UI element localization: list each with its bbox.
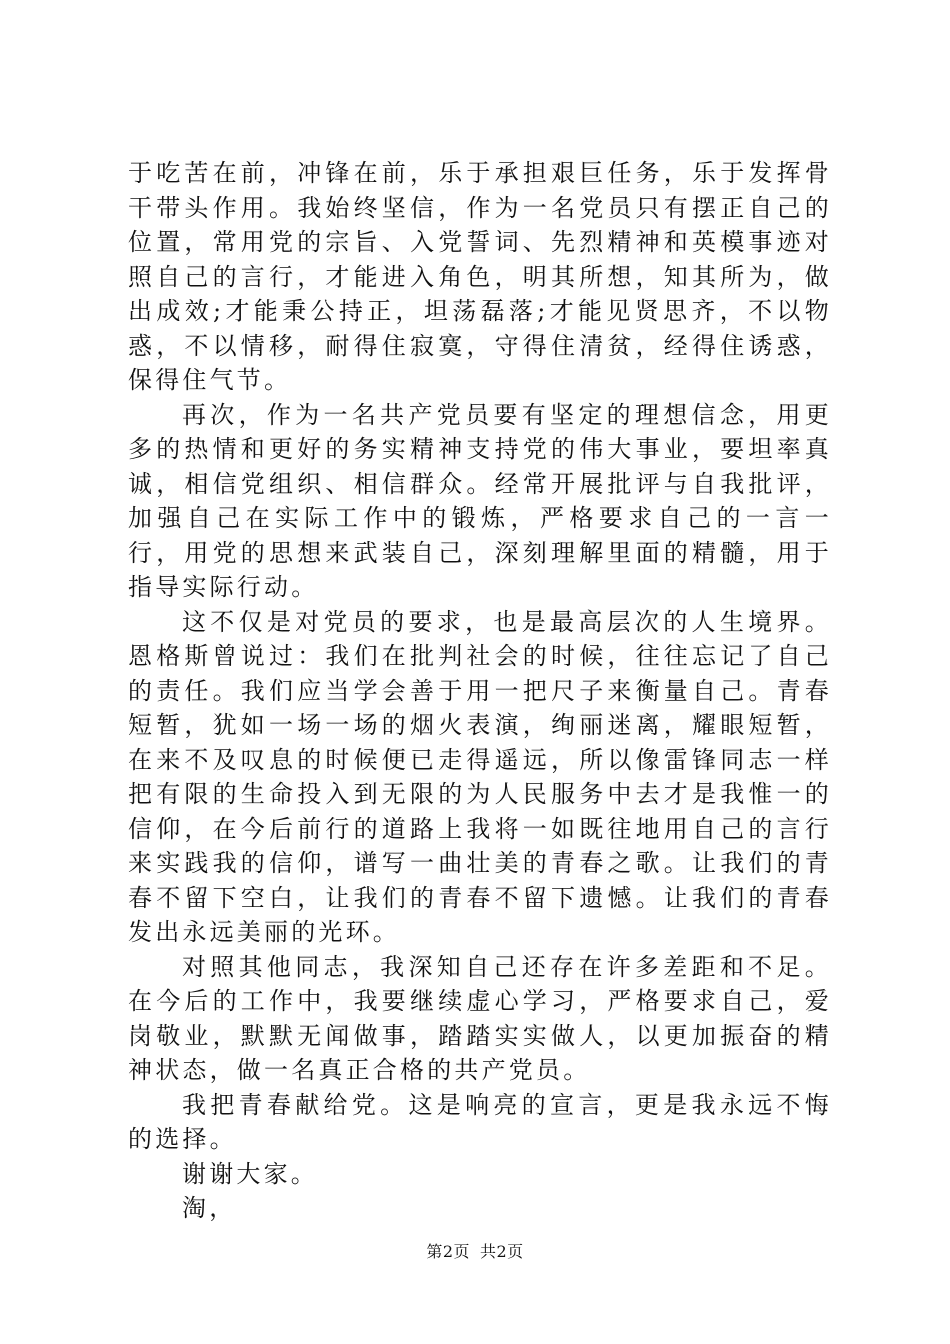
paragraph-6: 谢谢大家。 (182, 1159, 318, 1188)
paragraph-5: 我把青春献给党。这是响亮的宣言，更是我永远不悔的选择。 (128, 1090, 832, 1153)
paragraph-3: 这不仅是对党员的要求，也是最高层次的人生境界。恩格斯曾说过：我们在批判社会的时候，往往忘记了自己的责任。我们应当学会善于用一把尺子来衡量自己。青春短暂，犹如一场一场的烟火表演，绚丽迷离，耀眼短暂，在来不及叹息的时候便已走得遥远，所以像雷锋同志一样把有限的生命投入到无限的为人民服务中去才是我惟一的信仰，在今后前行的道路上我将一如既往地用自己的言行来实践我的信仰，谱写一曲壮美的青春之歌。让我们的青春不留下空白，让我们的青春不留下遗憾。让我们的青春发出永远美丽的光环。 (128, 607, 832, 946)
document-body (128, 156, 832, 1226)
paragraph-2: 再次，作为一名共产党员要有坚定的理想信念，用更多的热情和更好的务实精神支持党的伟大事业，要坦率真诚，相信党组织、相信群众。经常开展批评与自我批评，加强自己在实际工作中的锻炼，严格要求自己的一言一行，用党的思想来武装自己，深刻理解里面的精髓，用于指导实际行动。 (128, 400, 832, 601)
paragraph-7: 淘， (182, 1194, 237, 1222)
page-footer (0, 1242, 950, 1262)
page-number-total: 共2页 (480, 1242, 524, 1261)
paragraph-1: 于吃苦在前，冲锋在前，乐于承担艰巨任务，乐于发挥骨干带头作用。我始终坚信，作为一名党员只有摆正自己的位置，常用党的宗旨、入党誓词、先烈精神和英模事迹对照自己的言行，才能进入角色，明其所想，知其所为，做出成效;才能秉公持正，坦荡磊落;才能见贤思齐，不以物惑，不以情移，耐得住寂寞，守得住清贫，经得住诱惑，保得住气节。 (128, 159, 832, 394)
page-number-current: 第2页 (426, 1242, 470, 1261)
paragraph-4: 对照其他同志，我深知自己还存在许多差距和不足。在今后的工作中，我要继续虚心学习，严格要求自己，爱岗敬业，默默无闻做事，踏踏实实做人，以更加振奋的精神状态，做一名真正合格的共产党员。 (128, 952, 832, 1084)
